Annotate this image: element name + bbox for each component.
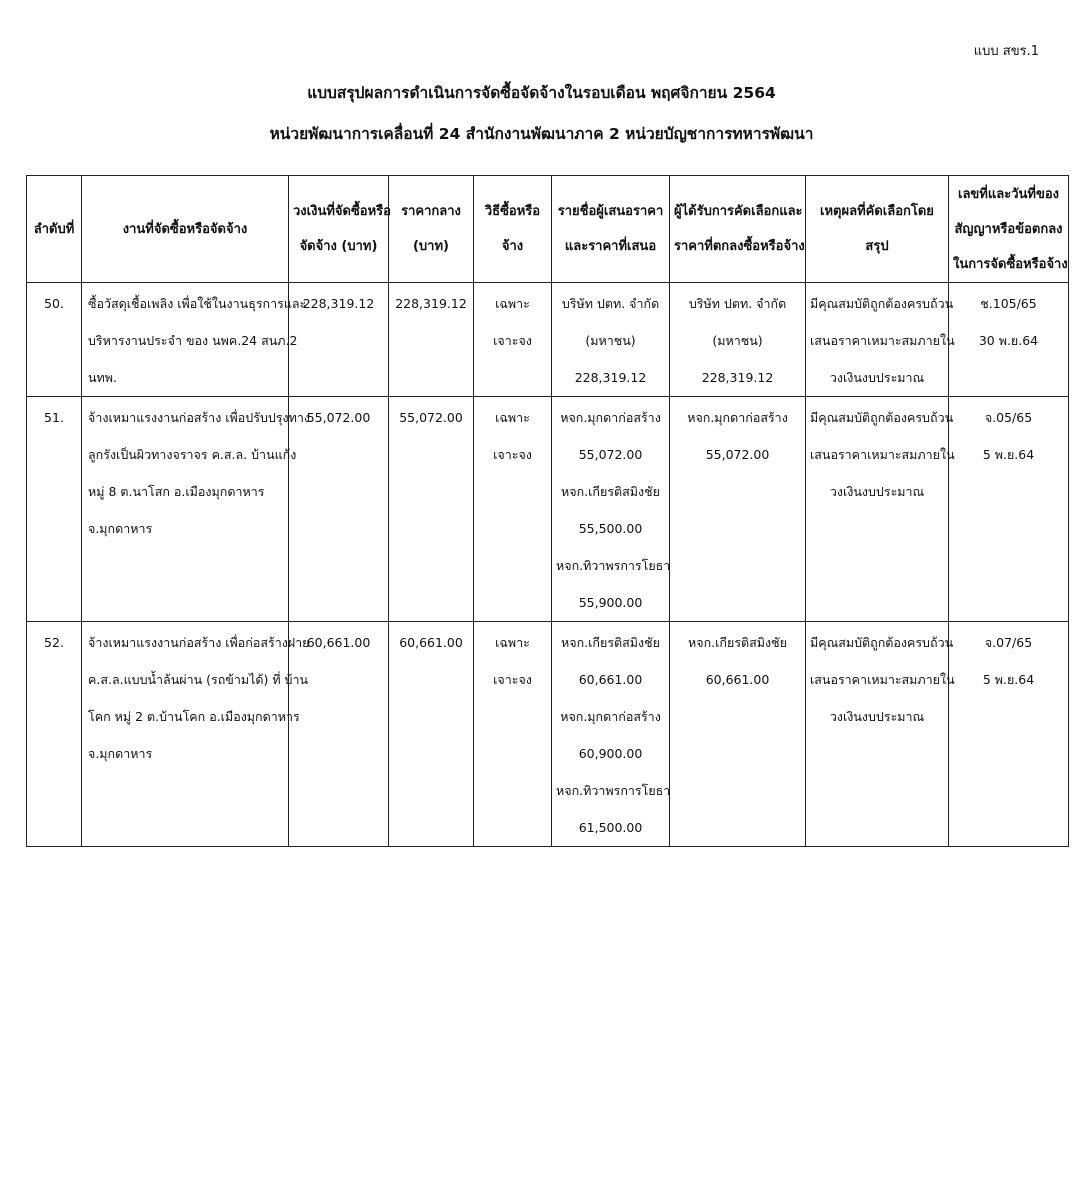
- cell-reason: [806, 283, 955, 397]
- bidder-line: 55,900.00: [578, 595, 643, 610]
- cell-method: เฉพาะเจาะจง: [474, 283, 552, 397]
- reason-line: มีคุณสมบัติถูกต้องครบถ้วน: [810, 410, 954, 425]
- bidder-line: หจก.ทิวาพรการโยธา: [556, 783, 671, 798]
- cell-median-price: 60,661.00: [389, 622, 474, 847]
- header-median-line: ราคากลาง: [401, 204, 461, 219]
- cell-no: 50.: [27, 283, 82, 397]
- cell-budget: 55,072.00: [289, 397, 389, 622]
- cell-method: เฉพาะเจาะจง: [474, 397, 552, 622]
- header-contract-line: ในการจัดซื้อหรือจ้าง: [953, 256, 1068, 272]
- reason-line: เสนอราคาเหมาะสมภายใน: [810, 672, 955, 687]
- cell-median-price: 228,319.12: [389, 283, 474, 397]
- header-budget-line: จัดจ้าง (บาท): [299, 239, 378, 254]
- cell-contract: [949, 397, 1069, 622]
- header-bidders: [552, 176, 670, 283]
- header-contract: [949, 176, 1069, 283]
- selected-line: (มหาชน): [712, 333, 763, 348]
- document-title: แบบสรุปผลการดำเนินการจัดซื้อจัดจ้างในรอบเดือน พฤศจิกายน 2564: [307, 84, 776, 102]
- header-budget-line: วงเงินที่จัดซื้อหรือ: [293, 204, 391, 219]
- bidder-line: หจก.เกียรติสมิงชัย: [561, 635, 660, 650]
- bidder-line: หจก.ทิวาพรการโยธา: [556, 558, 671, 573]
- work-line: หมู่ 8 ต.นาโสก อ.เมืองมุกดาหาร: [88, 484, 265, 499]
- cell-selected: [670, 283, 806, 397]
- header-method: วิธีซื้อหรือจ้าง: [474, 176, 552, 283]
- cell-work: [82, 622, 310, 847]
- header-bidders-line: และราคาที่เสนอ: [564, 239, 657, 254]
- cell-work: [82, 283, 307, 397]
- work-line: ค.ส.ล.แบบน้ำล้นผ่าน (รถข้ามได้) ที่ บ้าน: [88, 672, 309, 687]
- cell-reason: [806, 622, 955, 847]
- header-median-line: (บาท): [412, 239, 449, 254]
- reason-line: วงเงินงบประมาณ: [829, 709, 925, 724]
- bidder-line: 55,072.00: [578, 447, 643, 462]
- work-line: จ.มุกดาหาร: [88, 746, 153, 761]
- cell-contract: [949, 622, 1069, 847]
- table-row: [27, 397, 1069, 622]
- selected-line: 60,661.00: [705, 672, 770, 687]
- work-line: นทพ.: [88, 370, 117, 385]
- bidder-line: 228,319.12: [574, 370, 647, 385]
- bidder-line: 61,500.00: [578, 820, 643, 835]
- cell-work: [82, 397, 310, 622]
- procurement-summary-table: [26, 175, 1069, 847]
- reason-line: วงเงินงบประมาณ: [829, 370, 925, 385]
- header-reason: เหตุผลที่คัดเลือกโดยสรุป: [806, 176, 949, 283]
- work-line: โคก หมู่ 2 ต.บ้านโคก อ.เมืองมุกดาหาร: [88, 709, 300, 724]
- bidder-line: บริษัท ปตท. จำกัด: [561, 296, 660, 311]
- work-line: บริหารงานประจำ ของ นพค.24 สนภ.2: [88, 333, 298, 348]
- contract-line: จ.07/65: [984, 635, 1033, 650]
- selected-line: หจก.เกียรติสมิงชัย: [688, 635, 787, 650]
- cell-bidders: [552, 622, 670, 847]
- selected-line: บริษัท ปตท. จำกัด: [688, 296, 787, 311]
- reason-line: เสนอราคาเหมาะสมภายใน: [810, 333, 955, 348]
- contract-line: 30 พ.ย.64: [978, 333, 1039, 348]
- document-subtitle: หน่วยพัฒนาการเคลื่อนที่ 24 สำนักงานพัฒนาภาค 2 หน่วยบัญชาการทหารพัฒนา: [269, 125, 814, 143]
- table-row: [27, 622, 1069, 847]
- header-contract-line: เลขที่และวันที่ของ: [958, 186, 1059, 202]
- reason-line: เสนอราคาเหมาะสมภายใน: [810, 447, 955, 462]
- cell-budget: 228,319.12: [289, 283, 389, 397]
- header-contract-line: สัญญาหรือข้อตกลง: [954, 221, 1063, 237]
- cell-selected: [670, 397, 806, 622]
- header-work: งานที่จัดซื้อหรือจัดจ้าง: [82, 176, 289, 283]
- cell-bidders: [552, 283, 670, 397]
- cell-budget: 60,661.00: [289, 622, 389, 847]
- selected-line: 228,319.12: [701, 370, 774, 385]
- header-selected-line: ราคาที่ตกลงซื้อหรือจ้าง: [674, 239, 805, 254]
- work-line: ซื้อวัสดุเชื้อเพลิง เพื่อใช้ในงานธุรการและ: [88, 296, 307, 311]
- table-row: [27, 283, 1069, 397]
- header-selected-line: ผู้ได้รับการคัดเลือกและ: [674, 204, 803, 219]
- contract-line: 5 พ.ย.64: [982, 447, 1035, 462]
- contract-line: จ.05/65: [984, 410, 1033, 425]
- bidder-line: 60,661.00: [578, 672, 643, 687]
- cell-no: 52.: [27, 622, 82, 847]
- bidder-line: (มหาชน): [585, 333, 636, 348]
- reason-line: มีคุณสมบัติถูกต้องครบถ้วน: [810, 296, 954, 311]
- bidder-line: หจก.เกียรติสมิงชัย: [561, 484, 660, 499]
- header-selected: [670, 176, 806, 283]
- selected-line: หจก.มุกดาก่อสร้าง: [687, 410, 788, 425]
- cell-method: เฉพาะเจาะจง: [474, 622, 552, 847]
- cell-bidders: [552, 397, 670, 622]
- work-line: จ้างเหมาแรงงานก่อสร้าง เพื่อก่อสร้างฝาย: [88, 635, 310, 650]
- header-bidders-line: รายชื่อผู้เสนอราคา: [557, 204, 664, 219]
- cell-median-price: 55,072.00: [389, 397, 474, 622]
- selected-line: 55,072.00: [705, 447, 770, 462]
- bidder-line: หจก.มุกดาก่อสร้าง: [560, 410, 661, 425]
- table-header-row: [27, 176, 1069, 283]
- bidder-line: 55,500.00: [578, 521, 643, 536]
- cell-no: 51.: [27, 397, 82, 622]
- header-no: ลำดับที่: [27, 176, 82, 283]
- work-line: ลูกรังเป็นผิวทางจราจร ค.ส.ล. บ้านแก้ง: [88, 447, 297, 462]
- contract-line: 5 พ.ย.64: [982, 672, 1035, 687]
- work-line: จ.มุกดาหาร: [88, 521, 153, 536]
- reason-line: มีคุณสมบัติถูกต้องครบถ้วน: [810, 635, 954, 650]
- form-code: แบบ สขร.1: [973, 44, 1039, 59]
- bidder-line: 60,900.00: [578, 746, 643, 761]
- header-budget: [289, 176, 389, 283]
- cell-reason: [806, 397, 955, 622]
- header-median-price: [389, 176, 474, 283]
- reason-line: วงเงินงบประมาณ: [829, 484, 925, 499]
- cell-selected: [670, 622, 806, 847]
- contract-line: ช.105/65: [980, 296, 1037, 311]
- work-line: จ้างเหมาแรงงานก่อสร้าง เพื่อปรับปรุงทาง: [88, 410, 310, 425]
- cell-contract: [949, 283, 1069, 397]
- bidder-line: หจก.มุกดาก่อสร้าง: [560, 709, 661, 724]
